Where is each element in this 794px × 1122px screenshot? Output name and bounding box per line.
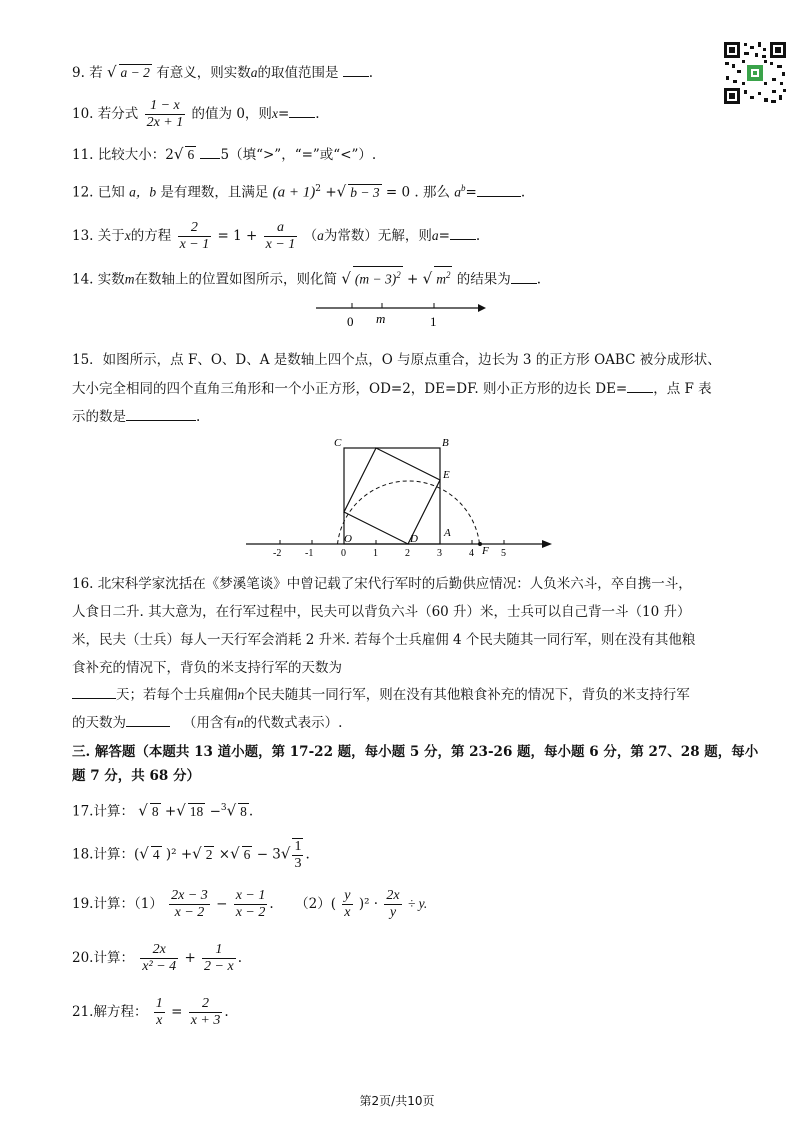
answer-blank[interactable] bbox=[289, 103, 315, 118]
tick-label: 2 bbox=[405, 548, 410, 559]
answer-blank[interactable] bbox=[200, 144, 220, 159]
point-label-b: B bbox=[442, 437, 449, 449]
question-12: 12. 已知 a，b 是有理数，且满足 $(a + 1)^2$ +√ b − 3 = 0 . 那么 $a^b=$ . bbox=[72, 182, 526, 201]
tick-label: 3 bbox=[437, 548, 442, 559]
answer-blank[interactable] bbox=[72, 684, 116, 699]
point-label-d: D bbox=[410, 533, 418, 545]
question-16-line3: 米，民夫（士兵）每人一天行军会消耗 2 升米. 若每个士兵雇佣 4 个民夫随其一同行军，则在没有其他粮 bbox=[72, 632, 696, 648]
answer-blank[interactable] bbox=[627, 378, 653, 393]
tick-label: 0 bbox=[341, 548, 346, 559]
question-16-line1: 16. 北宋科学家沈括在《梦溪笔谈》中曾记载了宋代行军时的后勤供应情况：人负米六斗，卒自携一斗， bbox=[72, 576, 692, 592]
question-17: 17.计算： √ 8 +√ 18 −$^3$√ 8 . bbox=[72, 801, 254, 820]
fraction: $\frac{1 - x}{2x + 1}$ bbox=[146, 98, 184, 130]
point-label-f: F bbox=[482, 545, 489, 557]
tick-label: 1 bbox=[373, 548, 378, 559]
point-label-c: C bbox=[334, 437, 342, 449]
question-16-line6: 的天数为 （用含有n的代数式表示）. bbox=[72, 712, 342, 733]
tick-label: -1 bbox=[305, 548, 314, 559]
point-label-e: E bbox=[443, 469, 450, 481]
section-heading: 三. 解答题（本题共 13 道小题，第 17-22 题，每小题 5 分，第 23-26 题，每小题 6 分，第 27、28 题，每小 bbox=[72, 744, 759, 760]
answer-blank[interactable] bbox=[511, 269, 537, 284]
tick-label: 5 bbox=[501, 548, 506, 559]
answer-blank[interactable] bbox=[126, 712, 170, 727]
answer-blank[interactable] bbox=[450, 225, 476, 240]
question-11: 11. 比较大小：2√ 6 5（填“>”，“=”或“<”）. bbox=[72, 145, 377, 163]
question-21: 21.解方程： $\frac{1}{x}$ = $\frac{2}{x + 3}$ . bbox=[72, 996, 229, 1028]
question-16-line2: 人食日二升. 其大意为，在行军过程中，民夫可以背负六斗（60 升）米，士兵可以自己背一斗（10 升） bbox=[72, 604, 691, 620]
question-20: 20.计算： $\frac{2x}{\text{x² − 4}}$ + $\frac{1}{2 - x}$ . bbox=[72, 942, 243, 974]
question-19: 19.计算：（1） $\frac{2x - 3}{x - 2}$ − $\frac{x - 1}{x - 2}$ . （2）( $\frac{y}{x}$ )² · $\frac{2x}{y}$ ÷ y. bbox=[72, 888, 428, 920]
answer-blank[interactable] bbox=[477, 182, 521, 197]
number-line-figure bbox=[310, 296, 490, 336]
tick-label: 4 bbox=[469, 548, 474, 559]
question-15-line1: 15．如图所示，点 F、O、D、A 是数轴上四个点，O 与原点重合，边长为 3 的正方形 OABC 被分成形状、 bbox=[72, 352, 721, 368]
question-10: 10. 若分式 $\frac{1 - x}{2x + 1}$ 的值为 0，则x= . bbox=[72, 98, 320, 130]
question-16-line4: 食补充的情况下，背负的米支持行军的天数为 bbox=[72, 660, 342, 676]
question-15-line2: 大小完全相同的四个直角三角形和一个小正方形，OD=2，DE=DF. 则小正方形的边长 DE= ，点 F 表 bbox=[72, 378, 712, 399]
point-label-a: A bbox=[444, 527, 451, 539]
question-14: 14. 实数m在数轴上的位置如图所示，则化简 √ $(m - 3)^2$ + √ $m^2$ 的结果为 . bbox=[72, 266, 541, 290]
tick-label: -2 bbox=[273, 548, 282, 559]
axis-label-1: 1 bbox=[430, 314, 437, 329]
question-13: 13. 关于x的方程 $\frac{2}{x - 1}$ = 1 + $\frac{a}{x - 1}$ （a为常数）无解，则a= . bbox=[72, 220, 481, 252]
qr-code bbox=[722, 40, 788, 106]
axis-label-m: m bbox=[376, 311, 386, 326]
point-label-o: O bbox=[344, 533, 352, 545]
question-9: 9. 若 √ a − 2 有意义，则实数a的取值范围是 . bbox=[72, 63, 374, 81]
answer-blank[interactable] bbox=[126, 406, 196, 421]
page-number: 第2页/共10页 bbox=[359, 1094, 435, 1108]
axis-label-0: 0 bbox=[347, 314, 354, 329]
answer-blank[interactable] bbox=[343, 62, 369, 77]
square-figure bbox=[240, 432, 560, 562]
question-18: 18.计算：(√ 4 )² +√ 2 ×√ 6 − 3√ $\frac{1}{3}$ . bbox=[72, 839, 310, 871]
question-16-line5: 天；若每个士兵雇佣n个民夫随其一同行军，则在没有其他粮食补充的情况下，背负的米支持行军 bbox=[72, 684, 690, 705]
question-15-line3: 示的数是 . bbox=[72, 406, 200, 427]
section-heading-cont: 题 7 分，共 68 分） bbox=[72, 768, 200, 784]
